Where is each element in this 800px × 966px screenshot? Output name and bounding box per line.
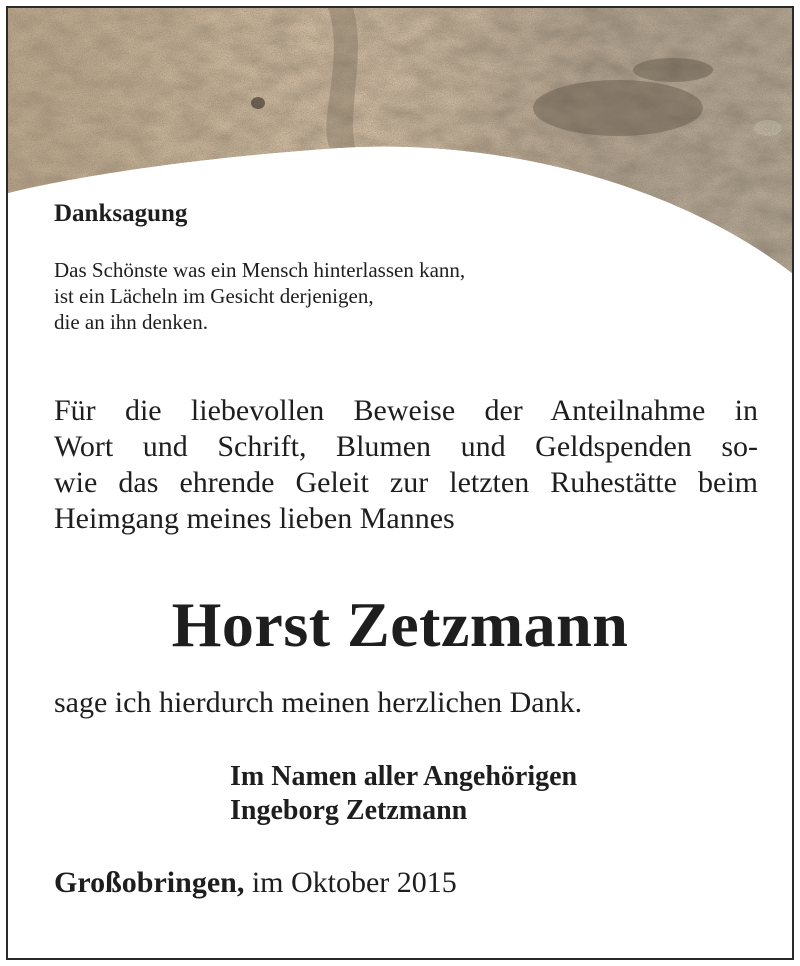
- signature-block: [230, 760, 577, 828]
- notice-title: Danksagung: [54, 200, 188, 227]
- paragraph-line: Wort und Schrift, Blumen und Geldspenden so-: [54, 430, 758, 463]
- quote-line: Das Schönste was ein Mensch hinterlassen kann,: [54, 258, 466, 282]
- thanks-line: sage ich hierdurch meinen herzlichen Dank.: [54, 686, 583, 719]
- gratitude-paragraph: [54, 393, 758, 537]
- quote-line: ist ein Lächeln im Gesicht derjenigen,: [54, 284, 374, 308]
- signature-line: Im Namen aller Angehörigen: [230, 761, 578, 792]
- date-text: im Oktober 2015: [251, 866, 457, 899]
- quote-line: die an ihn denken.: [54, 310, 208, 334]
- place-and-date: [54, 866, 457, 900]
- place-name: Großobringen,: [54, 866, 245, 899]
- paragraph-line: wie das ehrende Geleit zur letzten Ruhestätte beim: [54, 466, 758, 499]
- stone-texture-banner: [8, 8, 792, 288]
- obituary-notice: [6, 6, 794, 960]
- paragraph-line: Für die liebevollen Beweise der Anteilnahme in: [54, 394, 758, 427]
- signature-line: Ingeborg Zetzmann: [230, 795, 468, 826]
- deceased-name: Horst Zetzmann: [171, 589, 629, 660]
- memorial-quote: [54, 257, 465, 335]
- paragraph-line: Heimgang meines lieben Mannes: [54, 502, 455, 535]
